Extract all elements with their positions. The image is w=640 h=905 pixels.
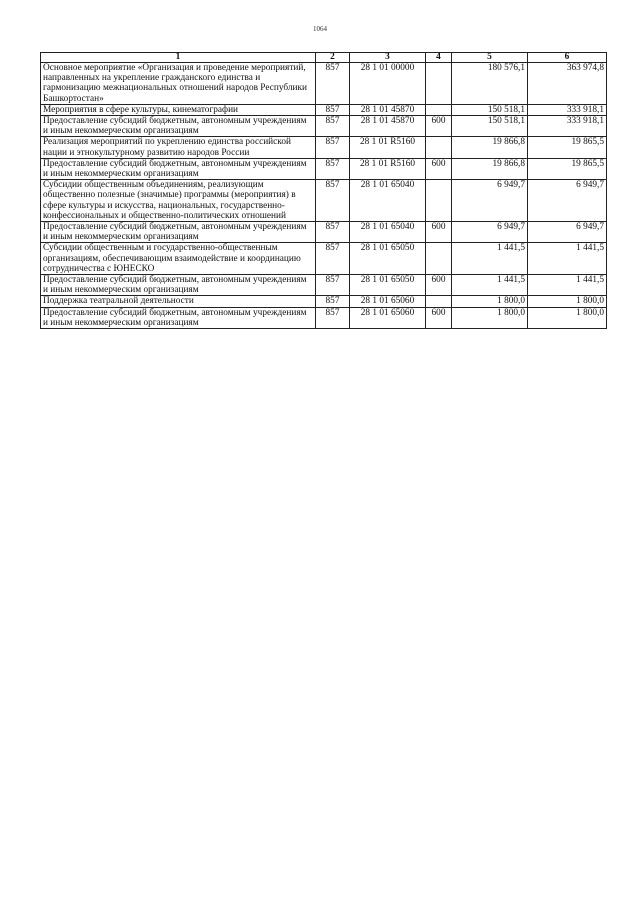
table-row [41, 116, 607, 137]
amount-year-1-cell: 19 866,8 [452, 137, 528, 158]
target-article-code-cell: 28 1 01 65050 [350, 243, 426, 275]
amount-year-1-cell: 1 441,5 [452, 243, 528, 275]
target-article-code-cell: 28 1 01 45870 [350, 104, 426, 115]
header-row [41, 53, 607, 63]
table-row [41, 137, 607, 158]
expense-type-code-cell [426, 137, 452, 158]
amount-year-1-cell: 150 518,1 [452, 116, 528, 137]
item-name-cell: Реализация мероприятий по укреплению единства российской нации и этнокультурному развитию народов России [41, 137, 316, 158]
table-row [41, 180, 607, 222]
target-article-code-cell: 28 1 01 65040 [350, 180, 426, 222]
amount-year-1-cell: 1 800,0 [452, 296, 528, 307]
column-header-3: 3 [350, 53, 426, 63]
expense-type-code-cell: 600 [426, 222, 452, 243]
item-name-cell: Предоставление субсидий бюджетным, автономным учреждениям и иным некоммерческим организациям [41, 222, 316, 243]
department-code-cell: 857 [316, 63, 350, 105]
table-row [41, 104, 607, 115]
expense-type-code-cell [426, 63, 452, 105]
amount-year-2-cell: 1 800,0 [528, 296, 607, 307]
target-article-code-cell: 28 1 01 65060 [350, 296, 426, 307]
department-code-cell: 857 [316, 307, 350, 328]
target-article-code-cell: 28 1 01 00000 [350, 63, 426, 105]
expense-type-code-cell [426, 104, 452, 115]
item-name-cell: Предоставление субсидий бюджетным, автономным учреждениям и иным некоммерческим организациям [41, 116, 316, 137]
table-row [41, 158, 607, 179]
table-row [41, 63, 607, 105]
amount-year-1-cell: 6 949,7 [452, 180, 528, 222]
item-name-cell: Предоставление субсидий бюджетным, автономным учреждениям и иным некоммерческим организациям [41, 275, 316, 296]
table-header [41, 53, 607, 63]
target-article-code-cell: 28 1 01 65060 [350, 307, 426, 328]
target-article-code-cell: 28 1 01 65050 [350, 275, 426, 296]
item-name-cell: Предоставление субсидий бюджетным, автономным учреждениям и иным некоммерческим организациям [41, 307, 316, 328]
department-code-cell: 857 [316, 296, 350, 307]
item-name-cell: Субсидии общественным и государственно-общественным организациям, обеспечивающим взаимодействие и координацию сотрудничества с ЮНЕСКО [41, 243, 316, 275]
amount-year-1-cell: 150 518,1 [452, 104, 528, 115]
item-name-cell: Предоставление субсидий бюджетным, автономным учреждениям и иным некоммерческим организациям [41, 158, 316, 179]
expense-type-code-cell [426, 296, 452, 307]
amount-year-2-cell: 333 918,1 [528, 116, 607, 137]
target-article-code-cell: 28 1 01 R5160 [350, 137, 426, 158]
column-header-6: 6 [528, 53, 607, 63]
amount-year-2-cell: 6 949,7 [528, 222, 607, 243]
target-article-code-cell: 28 1 01 65040 [350, 222, 426, 243]
item-name-cell: Основное мероприятие «Организация и проведение мероприятий, направленных на укрепление гражданского единства и гармонизацию межнациональных отношений народов Республики Башкортостан» [41, 63, 316, 105]
table-row [41, 243, 607, 275]
amount-year-2-cell: 1 441,5 [528, 275, 607, 296]
column-header-4: 4 [426, 53, 452, 63]
expense-type-code-cell: 600 [426, 116, 452, 137]
department-code-cell: 857 [316, 158, 350, 179]
amount-year-1-cell: 180 576,1 [452, 63, 528, 105]
expense-type-code-cell: 600 [426, 158, 452, 179]
amount-year-2-cell: 1 441,5 [528, 243, 607, 275]
department-code-cell: 857 [316, 116, 350, 137]
amount-year-2-cell: 333 918,1 [528, 104, 607, 115]
column-header-5: 5 [452, 53, 528, 63]
amount-year-2-cell: 19 865,5 [528, 137, 607, 158]
amount-year-2-cell: 363 974,8 [528, 63, 607, 105]
table-row [41, 307, 607, 328]
department-code-cell: 857 [316, 104, 350, 115]
amount-year-1-cell: 1 441,5 [452, 275, 528, 296]
column-header-2: 2 [316, 53, 350, 63]
department-code-cell: 857 [316, 137, 350, 158]
table-row [41, 222, 607, 243]
department-code-cell: 857 [316, 275, 350, 296]
item-name-cell: Поддержка театральной деятельности [41, 296, 316, 307]
amount-year-2-cell: 19 865,5 [528, 158, 607, 179]
amount-year-1-cell: 19 866,8 [452, 158, 528, 179]
department-code-cell: 857 [316, 180, 350, 222]
expense-type-code-cell [426, 243, 452, 275]
expense-type-code-cell: 600 [426, 307, 452, 328]
column-header-1: 1 [41, 53, 316, 63]
amount-year-1-cell: 1 800,0 [452, 307, 528, 328]
amount-year-2-cell: 6 949,7 [528, 180, 607, 222]
department-code-cell: 857 [316, 243, 350, 275]
table-body [41, 63, 607, 329]
expense-type-code-cell [426, 180, 452, 222]
target-article-code-cell: 28 1 01 45870 [350, 116, 426, 137]
target-article-code-cell: 28 1 01 R5160 [350, 158, 426, 179]
amount-year-2-cell: 1 800,0 [528, 307, 607, 328]
amount-year-1-cell: 6 949,7 [452, 222, 528, 243]
budget-table [40, 52, 607, 329]
table-row [41, 296, 607, 307]
table-row [41, 275, 607, 296]
item-name-cell: Субсидии общественным объединениям, реализующим общественно полезные (значимые) программы (мероприятия) в сфере культуры и искусства, национальных, государственно-конфессиональных и общественно-политических отношений [41, 180, 316, 222]
department-code-cell: 857 [316, 222, 350, 243]
page-number: 1064 [313, 25, 327, 33]
item-name-cell: Мероприятия в сфере культуры, кинематографии [41, 104, 316, 115]
expense-type-code-cell: 600 [426, 275, 452, 296]
